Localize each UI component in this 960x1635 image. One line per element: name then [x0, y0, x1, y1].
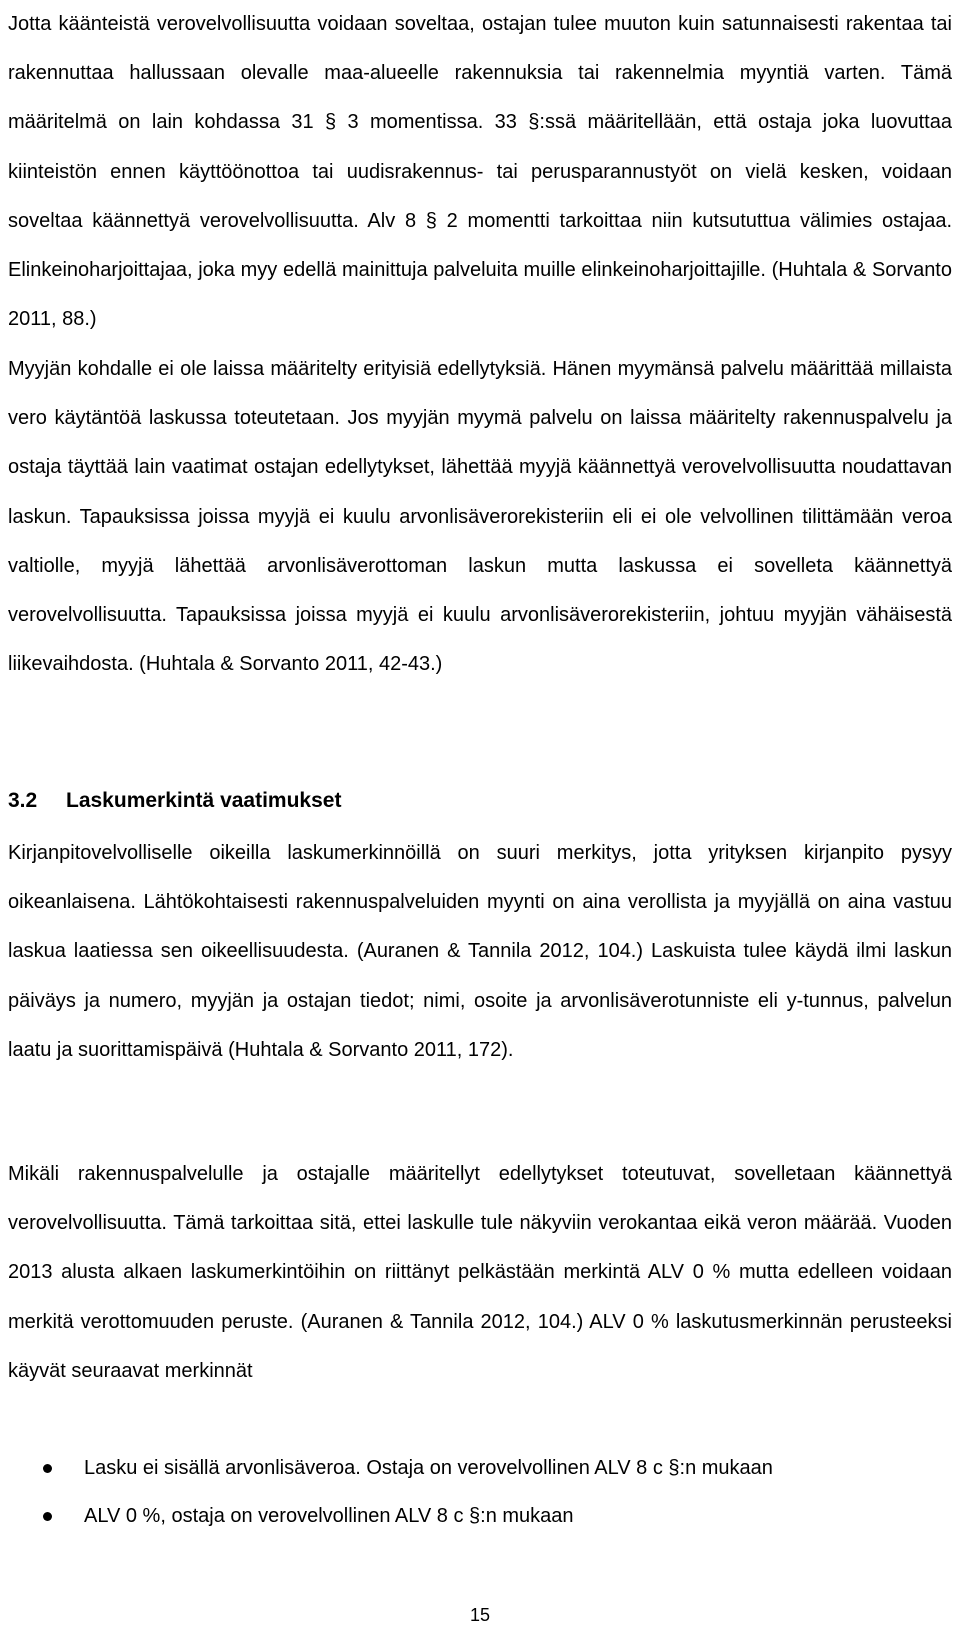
paragraph-reverse-charge-buyer: Jotta käänteistä verovelvollisuutta voidaan soveltaa, ostajan tulee muuton kuin satunnaisesti rakentaa tai rakennuttaa hallussaan olevalle maa-alueelle rakennuksia tai rakennelmia myyntiä varten. Tämä määritelmä on lain kohdassa 31 § 3 momentissa. 33 §:ssä määritellään, että ostaja joka luovuttaa kiinteistön ennen käyttöönottoa tai uudisrakennus- tai perusparannustyöt on vielä kesken, voidaan soveltaa käännettyä verovelvollisuutta. Alv 8 § 2 momentti tarkoittaa niin kutsututtua välimies ostajaa. Elinkeinoharjoittajaa, joka myy edellä mainittuja palveluita muille elinkeinoharjoittajille. (Huhtala & Sorvanto 2011, 88.)	[8, 13, 952, 331]
list-item-text: ALV 0 %, ostaja on verovelvollinen ALV 8 c §:n mukaan	[84, 1505, 574, 1527]
page-number: 15	[469, 1605, 491, 1625]
bullet-icon	[43, 1512, 52, 1521]
section-number: 3.2	[8, 789, 38, 812]
bullet-list	[0, 1444, 960, 1540]
list-item	[0, 1492, 960, 1540]
paragraph-invoice-markings: Kirjanpitovelvolliselle oikeilla laskumerkinnöillä on suuri merkitys, jotta yrityksen kirjanpito pysyy oikeanlaisena. Lähtökohtaisesti rakennuspalveluiden myynti on aina verollista ja myyjällä on aina vastuu laskua laatiessa sen oikeellisuudesta. (Auranen & Tannila 2012, 104.) Laskuista tulee käydä ilmi laskun päiväys ja numero, myyjän ja ostajan tiedot; nimi, osoite ja arvonlisäverotunniste eli y-tunnus, palvelun laatu ja suorittamispäivä (Huhtala & Sorvanto 2011, 172).	[8, 842, 952, 1061]
paragraph-zero-vat-marking: Mikäli rakennuspalvelulle ja ostajalle määritellyt edellytykset toteutuvat, sovelletaan käännettyä verovelvollisuutta. Tämä tarkoittaa sitä, ettei laskulle tule näkyviin verokantaa eikä veron määrää. Vuoden 2013 alusta alkaen laskumerkintöihin on riittänyt pelkästään merkintä ALV 0 % mutta edelleen voidaan merkitä verottomuuden peruste. (Auranen & Tannila 2012, 104.) ALV 0 % laskutusmerkinnän perusteeksi käyvät seuraavat merkinnät	[8, 1163, 952, 1382]
section-title: Laskumerkintä vaatimukset	[66, 789, 342, 812]
bullet-icon	[43, 1464, 52, 1473]
paragraph-seller-conditions: Myyjän kohdalle ei ole laissa määritelty erityisiä edellytyksiä. Hänen myymänsä palvelu määrittää millaista vero käytäntöä laskussa toteutetaan. Jos myyjän myymä palvelu on laissa määritelty rakennuspalvelu ja ostaja täyttää lain vaatimat ostajan edellytykset, lähettää myyjä käännettyä verovelvollisuutta noudattavan laskun. Tapauksissa joissa myyjä ei kuulu arvonlisäverorekisteriin eli ei ole velvollinen tilittämään veroa valtiolle, myyjä lähettää arvonlisäverottoman laskun mutta laskussa ei sovelleta käännettyä verovelvollisuutta. Tapauksissa joissa myyjä ei kuulu arvonlisäverorekisteriin, johtuu myyjän vähäisestä liikevaihdosta. (Huhtala & Sorvanto 2011, 42-43.)	[8, 358, 952, 676]
list-item-text: Lasku ei sisällä arvonlisäveroa. Ostaja on verovelvollinen ALV 8 c §:n mukaan	[84, 1457, 773, 1479]
list-item	[0, 1444, 960, 1492]
section-heading	[8, 786, 341, 816]
